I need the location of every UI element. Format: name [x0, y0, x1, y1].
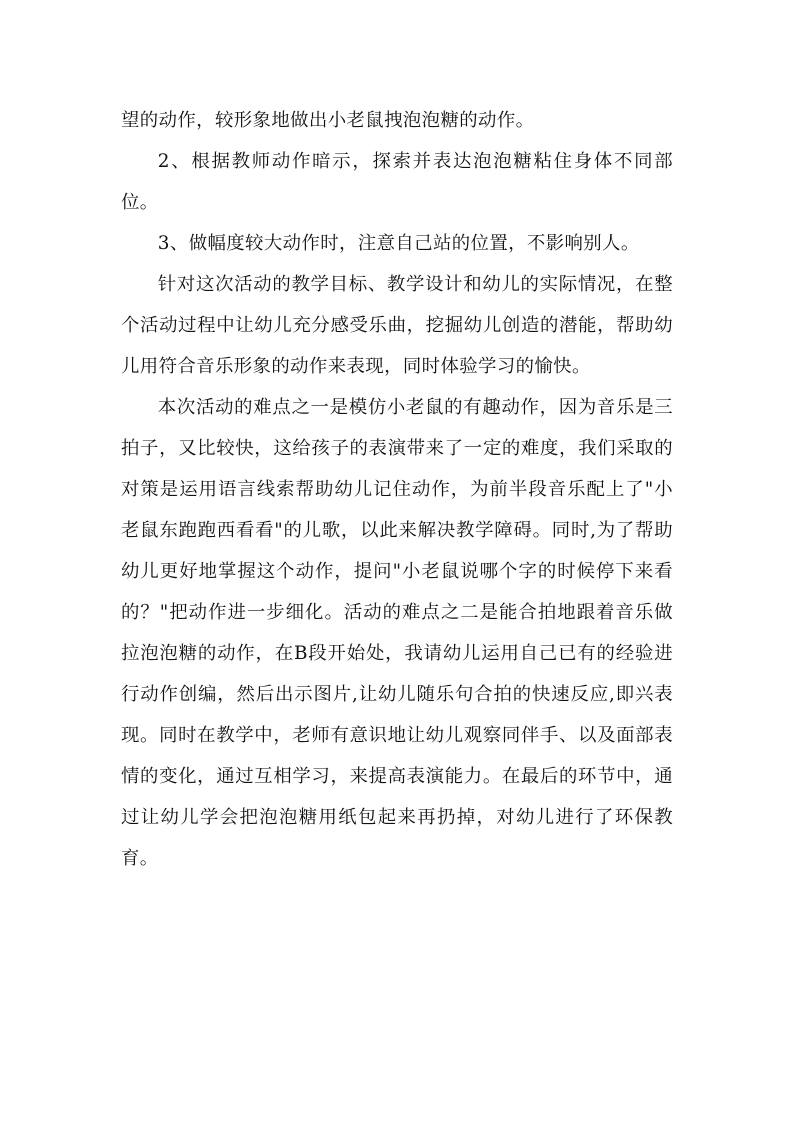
document-body	[121, 100, 673, 879]
paragraph-goal-2: 2、根据教师动作暗示，探索并表达泡泡糖粘住身体不同部位。	[121, 151, 673, 213]
paragraph-design-summary: 针对这次活动的教学目标、教学设计和幼儿的实际情况，在整个活动过程中让幼儿充分感受乐曲，挖掘幼儿创造的潜能，帮助幼儿用符合音乐形象的动作来表现，同时体验学习的愉快。	[121, 274, 673, 377]
paragraph-continuation: 望的动作，较形象地做出小老鼠拽泡泡糖的动作。	[121, 110, 535, 131]
paragraph-goal-3: 3、做幅度较大动作时，注意自己站的位置，不影响别人。	[157, 233, 640, 254]
paragraph-difficulty-analysis: 本次活动的难点之一是模仿小老鼠的有趣动作，因为音乐是三拍子，又比较快，这给孩子的表演带来了一定的难度，我们采取的对策是运用语言线索帮助幼儿记住动作，为前半段音乐配上了"小老鼠东跑跑西看看"的儿歌，以此来解决教学障碍。同时,为了帮助幼儿更好地掌握这个动作，提问"小老鼠说哪个字的时候停下来看的？"把动作进一步细化。活动的难点之二是能合拍地跟着音乐做拉泡泡糖的动作，在B段开始处，我请幼儿运用自己已有的经验进行动作创编，然后出示图片,让幼儿随乐句合拍的快速反应,即兴表现。同时在教学中，老师有意识地让幼儿观察同伴手、以及面部表情的变化，通过互相学习，来提高表演能力。在最后的环节中，通过让幼儿学会把泡泡糖用纸包起来再扔掉，对幼儿进行了环保教育。	[121, 397, 673, 869]
